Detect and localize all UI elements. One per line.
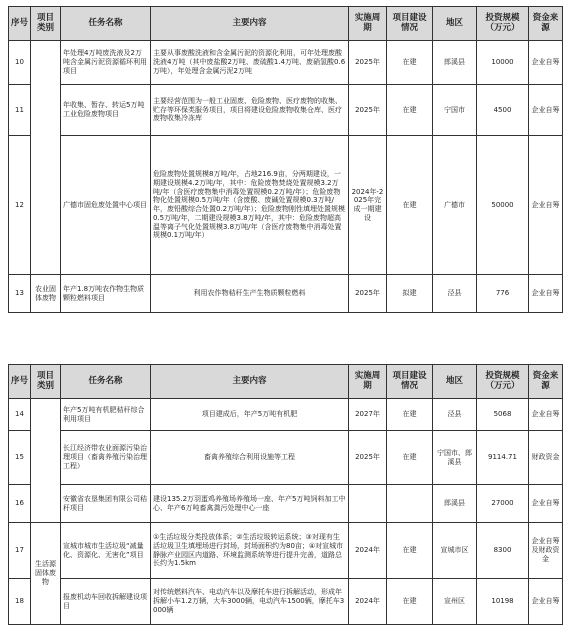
row-region: 郎溪县 — [433, 485, 477, 523]
row-region: 宣城市区 — [433, 523, 477, 579]
row-content: 对传统燃料汽车、电动汽车以及摩托车进行拆解活动，形成年拆解小车1.2万辆，大车3000辆，电动汽车1500辆，摩托车3000辆 — [151, 579, 349, 625]
table-header-row — [9, 365, 563, 399]
row-period: 2024年 — [349, 523, 387, 579]
row-no: 14 — [9, 399, 31, 431]
row-status: 在建 — [387, 85, 433, 136]
header-no: 序号 — [9, 7, 31, 41]
row-name: 年产5万吨有机肥秸秆综合利用项目 — [61, 399, 151, 431]
row-category: 农业固体废物 — [31, 275, 61, 313]
header-content: 主要内容 — [151, 7, 349, 41]
header-no: 序号 — [9, 365, 31, 399]
table-row — [9, 136, 563, 275]
row-investment: 776 — [477, 275, 529, 313]
header-region: 地区 — [433, 365, 477, 399]
row-period: 2024年-2025年完成一期建设 — [349, 136, 387, 275]
table-row — [9, 523, 563, 579]
row-name: 年产1.8万吨农作物生物质颗粒燃料项目 — [61, 275, 151, 313]
project-table-1 — [8, 6, 563, 313]
table-row — [9, 41, 563, 85]
row-period: 2025年 — [349, 275, 387, 313]
row-name: 年收集、暂存、转运5万吨工业危险废物项目 — [61, 85, 151, 136]
row-no: 13 — [9, 275, 31, 313]
row-region: 广德市 — [433, 136, 477, 275]
row-status: 在建 — [387, 579, 433, 625]
row-name: 报废机动车回收拆解建设项目 — [61, 579, 151, 625]
row-content: 建设135.2万羽蛋鸡养殖场养殖场一座、年产5万吨饲料加工中心、年产6万吨畜禽粪污处理中心一座 — [151, 485, 349, 523]
header-period: 实施周期 — [349, 365, 387, 399]
table-header-row — [9, 7, 563, 41]
header-period: 实施周期 — [349, 7, 387, 41]
row-content: 主要经营范围为一般工业固废、危险废物、医疗废物的收集、贮存等环保类服务项目，项目将建设危险废物收集仓库、医疗废物收集冷冻库 — [151, 85, 349, 136]
row-no: 16 — [9, 485, 31, 523]
row-status: 拟建 — [387, 275, 433, 313]
header-status: 项目建设情况 — [387, 365, 433, 399]
row-category — [31, 399, 61, 523]
row-name: 长江经济带农业面源污染治理项目（畜禽养殖污染治理工程） — [61, 431, 151, 485]
row-content: 利用农作物秸秆生产生物质颗粒燃料 — [151, 275, 349, 313]
header-category: 项目类别 — [31, 365, 61, 399]
row-fund: 企业自筹 — [529, 399, 563, 431]
row-content: 主要从事废酸洗液和含金属污泥的资源化利用，可年处理废酸洗液4万吨（其中废盐酸2万吨、废硫酸1.4万吨、废硝氢酸0.6万吨），年处理含金属污泥2万吨 — [151, 41, 349, 85]
row-name: 安徽省农垦集团有限公司秸秆项目 — [61, 485, 151, 523]
row-status: 在建 — [387, 399, 433, 431]
row-no: 12 — [9, 136, 31, 275]
row-region: 宣州区 — [433, 579, 477, 625]
header-category: 项目类别 — [31, 7, 61, 41]
header-name: 任务名称 — [61, 365, 151, 399]
row-period: 2025年 — [349, 431, 387, 485]
row-fund: 企业自筹 — [529, 579, 563, 625]
row-investment: 27000 — [477, 485, 529, 523]
row-investment: 10000 — [477, 41, 529, 85]
row-region: 宁国市 — [433, 85, 477, 136]
row-fund: 企业自筹 — [529, 485, 563, 523]
row-investment: 5068 — [477, 399, 529, 431]
table-row — [9, 399, 563, 431]
row-region: 宁国市、郎溪县 — [433, 431, 477, 485]
row-status: 在建 — [387, 41, 433, 85]
row-investment: 4500 — [477, 85, 529, 136]
row-period: 2027年 — [349, 399, 387, 431]
row-fund: 企业自筹 — [529, 275, 563, 313]
row-status: 在建 — [387, 136, 433, 275]
row-period: 2024年 — [349, 579, 387, 625]
row-fund: 企业自筹及财政资金 — [529, 523, 563, 579]
row-content: 畜禽养殖综合利用设施等工程 — [151, 431, 349, 485]
row-category: 生活源固体废物 — [31, 523, 61, 625]
row-content: 危险废物处置规模8万吨/年，占地216.9亩，分两期建设，一期建设规模4.2万吨/年，其中：危险废物焚烧处置规模3.2万吨/年（含医疗废物集中消毒处置规模0.2万吨/年）；危险废物物化处置规模0.5万吨/年（含废酸、废碱处置规模0.3万吨/年，废铅酸综合处置0.2万吨/年）；危险废物刚性填埋处置规模0.5万吨/年，二期建设规模3.8万吨/年，其中：危险废物超高温等离子气化处置规模3.8万吨/年（含医疗废物集中消毒处置规模0.1万吨/年） — [151, 136, 349, 275]
table-row — [9, 485, 563, 523]
row-content: ①生活垃圾分类投放体系；②生活垃圾转运系统；③对现有生活垃圾卫生填埋场进行封场，封场面积约为80亩；④对宣城市静脉产业园区内道路、环境监测系统等进行提升完善，道路总长约为1.5km — [151, 523, 349, 579]
row-no: 10 — [9, 41, 31, 85]
row-investment: 50000 — [477, 136, 529, 275]
table-row — [9, 275, 563, 313]
project-table-2 — [8, 364, 563, 625]
row-no: 17 — [9, 523, 31, 579]
row-category — [31, 41, 61, 275]
header-region: 地区 — [433, 7, 477, 41]
header-fund: 资金来源 — [529, 365, 563, 399]
row-fund: 财政资金 — [529, 431, 563, 485]
row-name: 年处理4万吨废洗液及2万吨含金属污泥资源循环利用项目 — [61, 41, 151, 85]
row-investment: 8300 — [477, 523, 529, 579]
row-status: 在建 — [387, 431, 433, 485]
row-period: 2025年 — [349, 41, 387, 85]
header-content: 主要内容 — [151, 365, 349, 399]
row-period: 2025年 — [349, 85, 387, 136]
row-name: 广德市固危废处置中心项目 — [61, 136, 151, 275]
row-period — [349, 485, 387, 523]
row-no: 11 — [9, 85, 31, 136]
header-investment: 投资规模（万元） — [477, 7, 529, 41]
header-name: 任务名称 — [61, 7, 151, 41]
row-no: 18 — [9, 579, 31, 625]
row-fund: 企业自筹 — [529, 41, 563, 85]
header-fund: 资金来源 — [529, 7, 563, 41]
row-region: 泾县 — [433, 275, 477, 313]
row-name: 宣城市城市生活垃圾“减量化、资源化、无害化”项目 — [61, 523, 151, 579]
table-row — [9, 431, 563, 485]
row-investment: 9114.71 — [477, 431, 529, 485]
table-row — [9, 85, 563, 136]
header-investment: 投资规模（万元） — [477, 365, 529, 399]
row-region: 泾县 — [433, 399, 477, 431]
row-status — [387, 485, 433, 523]
row-status: 在建 — [387, 523, 433, 579]
table-row — [9, 579, 563, 625]
row-no: 15 — [9, 431, 31, 485]
row-investment: 10198 — [477, 579, 529, 625]
row-fund: 企业自筹 — [529, 136, 563, 275]
row-content: 项目建成后，年产5万吨有机肥 — [151, 399, 349, 431]
row-region: 郎溪县 — [433, 41, 477, 85]
header-status: 项目建设情况 — [387, 7, 433, 41]
row-fund: 企业自筹 — [529, 85, 563, 136]
